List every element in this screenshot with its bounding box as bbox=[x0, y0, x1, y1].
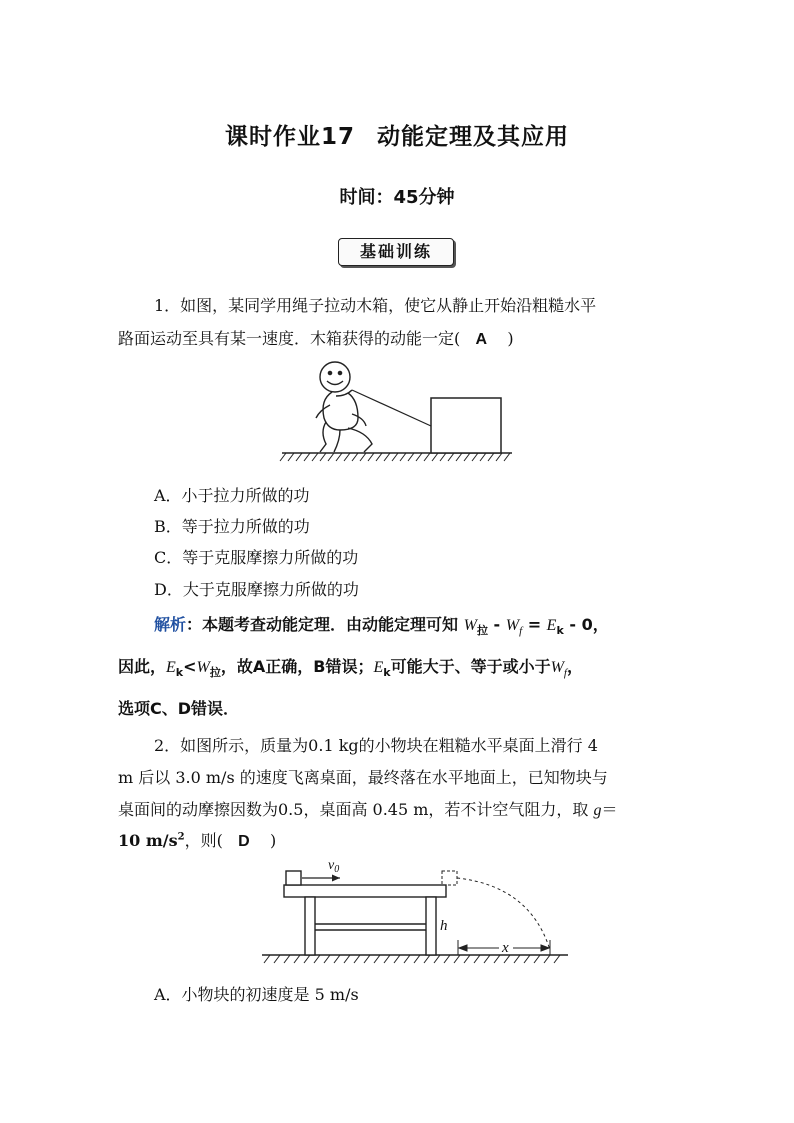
table bbox=[284, 885, 446, 955]
ground-hatch-2 bbox=[262, 955, 568, 963]
time-limit: 时间：45分钟 bbox=[339, 187, 455, 208]
q2-figure bbox=[262, 858, 572, 970]
wooden-box bbox=[431, 398, 501, 453]
label-x: x bbox=[502, 940, 509, 956]
label-v0: $v_0$ bbox=[328, 858, 340, 875]
explanation-label: 解析 bbox=[154, 615, 187, 634]
label-h: h bbox=[440, 918, 448, 934]
q1-option-d: D．大于克服摩擦力所做的功 bbox=[154, 580, 359, 599]
q1-explanation-line2: 因此，$E_k<W_拉$，故A正确，B错误；$E_k$可能大于、等于或小于$W_f$， bbox=[118, 657, 583, 680]
page-title bbox=[0, 118, 794, 151]
q2-line4: 10 $m/s^2$，则( D ) bbox=[118, 831, 277, 850]
title-left: 课时作业17 bbox=[224, 124, 355, 150]
ground-hatch bbox=[280, 453, 512, 461]
q1-explanation-line1: 解析：本题考查动能定理．由动能定理可知 $W_拉 - W_f = E_k - 0$， bbox=[154, 615, 609, 638]
q2-option-a: A．小物块的初速度是 5 m/s bbox=[154, 985, 359, 1004]
person-figure bbox=[316, 362, 372, 452]
velocity-arrowhead bbox=[332, 875, 340, 882]
q1-figure bbox=[280, 360, 520, 465]
q1-option-a: A．小于拉力所做的功 bbox=[154, 486, 310, 505]
q2-line3: 桌面间的动摩擦因数为0.5，桌面高 0.45 m，若不计空气阻力，取 g＝ bbox=[118, 800, 618, 819]
q1-stem-line2: 路面运动至具有某一速度．木箱获得的动能一定( A ) bbox=[118, 329, 514, 348]
q2-answer: D bbox=[238, 833, 250, 850]
q2-line1: 2．如图所示，质量为0.1 kg的小物块在粗糙水平桌面上滑行 4 bbox=[154, 736, 598, 755]
q1-stem-line1: 1．如图，某同学用绳子拉动木箱，使它从静止开始沿粗糙水平 bbox=[154, 296, 597, 315]
q1-explanation-line3: 选项C、D错误． bbox=[118, 699, 240, 718]
block-dashed-edge bbox=[442, 871, 457, 885]
small-block bbox=[286, 871, 301, 885]
q1-option-c: C．等于克服摩擦力所做的功 bbox=[154, 548, 359, 567]
section-badge: 基础训练 bbox=[338, 238, 454, 266]
title-right: 动能定理及其应用 bbox=[377, 124, 569, 150]
q1-answer: A bbox=[475, 331, 488, 348]
q2-line2: m 后以 3.0 m/s 的速度飞离桌面，最终落在水平地面上，已知物块与 bbox=[118, 768, 608, 787]
q1-option-b: B．等于拉力所做的功 bbox=[154, 517, 310, 536]
